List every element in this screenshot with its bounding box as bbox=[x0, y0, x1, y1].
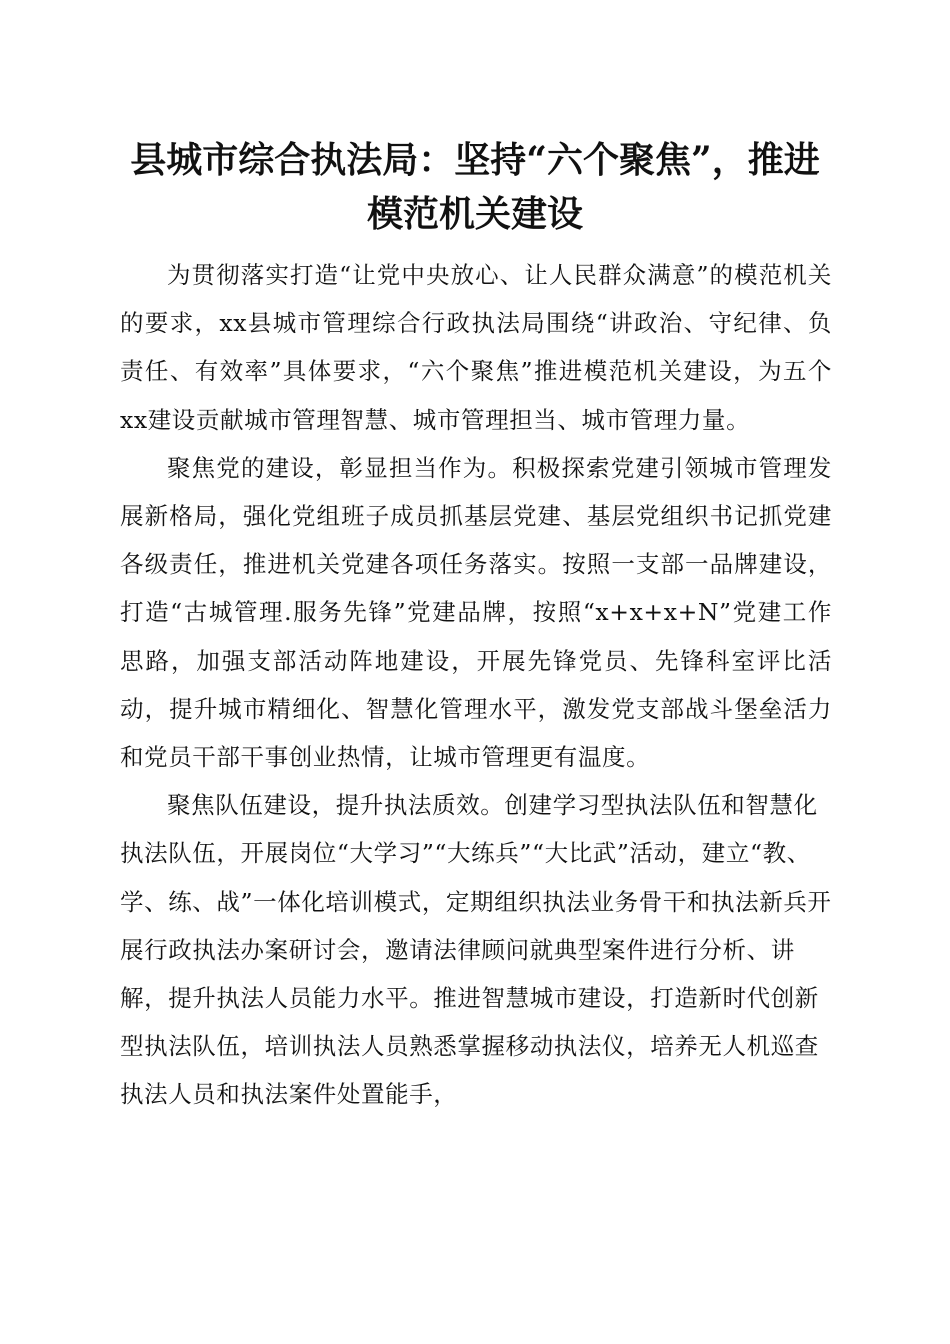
document-title bbox=[110, 133, 840, 241]
paragraph-party-building: 聚焦党的建设，彰显担当作为。积极探索党建引领城市管理发展新格局，强化党组班子成员抓基层党建、基层党组织书记抓党建各级责任，推进机关党建各项任务落实。按照一支部一品牌建设，打造“古城管理.服务先锋”党建品牌，按照“x+x+x+N”党建工作思路，加强支部活动阵地建设，开展先锋党员、先锋科室评比活动，提升城市精细化、智慧化管理水平，激发党支部战斗堡垒活力和党员干部干事创业热情，让城市管理更有温度。 bbox=[120, 453, 832, 772]
document-body bbox=[120, 251, 832, 1119]
paragraph-team-building: 聚焦队伍建设，提升执法质效。创建学习型执法队伍和智慧化执法队伍，开展岗位“大学习”“大练兵”“大比武”活动，建立“教、学、练、战”一体化培训模式，定期组织执法业务骨干和执法新兵开展行政执法办案研讨会，邀请法律顾问就典型案件进行分析、讲解，提升执法人员能力水平。推进智慧城市建设，打造新时代创新型执法队伍，培训执法人员熟悉掌握移动执法仪，培养无人机巡查执法人员和执法案件处置能手， bbox=[120, 791, 832, 1109]
paragraph-intro: 为贯彻落实打造“让党中央放心、让人民群众满意”的模范机关的要求，xx县城市管理综合行政执法局围绕“讲政治、守纪律、负责任、有效率”具体要求，“六个聚焦”推进模范机关建设，为五个xx建设贡献城市管理智慧、城市管理担当、城市管理力量。 bbox=[120, 261, 832, 434]
title-line-2: 模范机关建设 bbox=[366, 193, 583, 235]
title-line-1: 县城市综合执法局：坚持“六个聚焦”，推进 bbox=[130, 139, 820, 181]
